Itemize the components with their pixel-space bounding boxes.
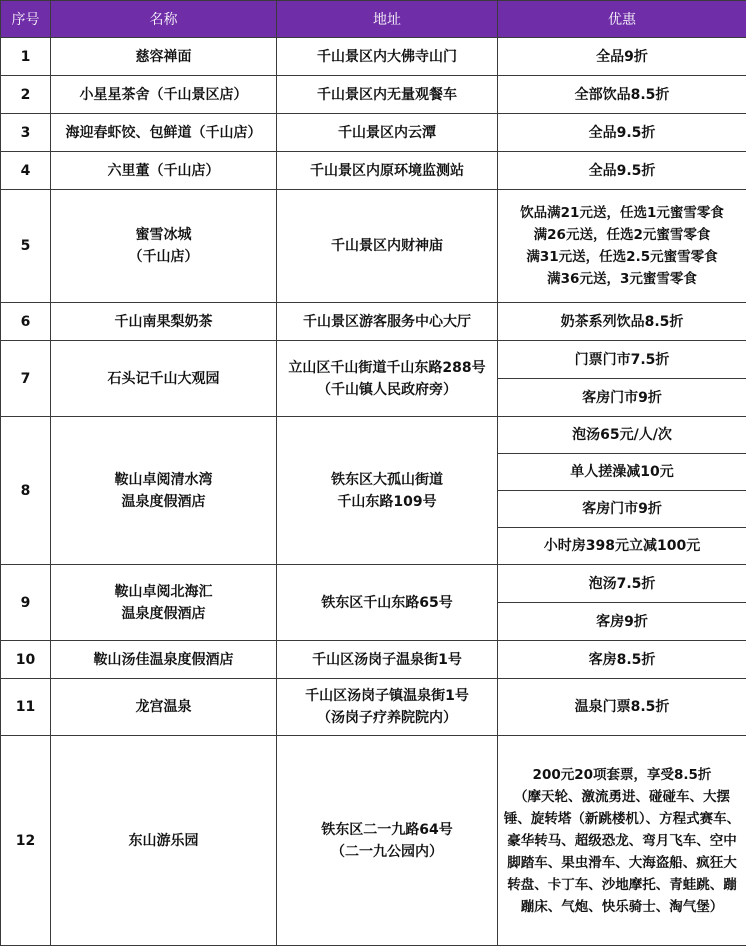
merchant-address: 千山景区游客服务中心大厅 (277, 303, 498, 341)
merchant-address: 千山景区内原环境监测站 (277, 152, 498, 190)
row-number: 12 (1, 736, 51, 946)
offer-cell: 小时房398元立减100元 (498, 528, 746, 565)
offer-cell: 温泉门票8.5折 (498, 679, 746, 736)
merchant-address: 千山区汤岗子镇温泉街1号 （汤岗子疗养院院内） (277, 679, 498, 736)
table-row (1, 114, 746, 152)
merchant-address: 千山景区内云潭 (277, 114, 498, 152)
offer-cell: 全品9.5折 (498, 114, 746, 152)
offer-cell: 客房门市9折 (498, 491, 746, 528)
offer-cell: 饮品满21元送，任选1元蜜雪零食 满26元送，任选2元蜜雪零食 满31元送，任选2.5元蜜雪零食 满36元送，3元蜜雪零食 (498, 190, 746, 303)
header-no: 序号 (1, 1, 51, 38)
header-name: 名称 (51, 1, 277, 38)
offer-cell: 泡汤65元/人/次 (498, 417, 746, 454)
offer-cell: 全品9折 (498, 38, 746, 76)
merchant-name: 石头记千山大观园 (51, 341, 277, 417)
row-number: 4 (1, 152, 51, 190)
row-number: 6 (1, 303, 51, 341)
table-row (1, 190, 746, 303)
table-header-row (1, 1, 746, 38)
offer-cell: 客房门市9折 (498, 379, 746, 417)
offer-cell: 客房9折 (498, 603, 746, 641)
offer-cell: 全品9.5折 (498, 152, 746, 190)
merchant-address: 铁东区千山东路65号 (277, 565, 498, 641)
offer-cell: 200元20项套票，享受8.5折 （摩天轮、激流勇进、碰碰车、大摆锤、旋转塔（新跳楼机）、方程式赛车、豪华转马、超级恐龙、弯月飞车、空中脚踏车、果虫滑车、大海盗船、疯狂大转盘、卡丁车、沙地摩托、青蛙跳、蹦蹦床、气炮、快乐骑士、淘气堡） (498, 736, 746, 946)
row-number: 1 (1, 38, 51, 76)
row-number: 11 (1, 679, 51, 736)
merchant-address: 铁东区二一九路64号 （二一九公园内） (277, 736, 498, 946)
offer-cell: 奶茶系列饮品8.5折 (498, 303, 746, 341)
offer-cell: 客房8.5折 (498, 641, 746, 679)
offer-cell: 单人搓澡减10元 (498, 454, 746, 491)
row-number: 2 (1, 76, 51, 114)
merchant-address: 千山区汤岗子温泉街1号 (277, 641, 498, 679)
table-row (1, 679, 746, 736)
row-number: 8 (1, 417, 51, 565)
table-row (1, 76, 746, 114)
row-number: 10 (1, 641, 51, 679)
row-number: 9 (1, 565, 51, 641)
merchant-name: 龙宫温泉 (51, 679, 277, 736)
merchant-address: 千山景区内大佛寺山门 (277, 38, 498, 76)
offer-cell: 门票门市7.5折 (498, 341, 746, 379)
row-number: 3 (1, 114, 51, 152)
merchant-name: 鞍山汤佳温泉度假酒店 (51, 641, 277, 679)
header-address: 地址 (277, 1, 498, 38)
merchant-name: 慈容禅面 (51, 38, 277, 76)
merchant-address: 千山景区内财神庙 (277, 190, 498, 303)
merchant-address: 铁东区大孤山街道 千山东路109号 (277, 417, 498, 565)
table-row (1, 565, 746, 603)
table-row (1, 38, 746, 76)
offer-cell: 全部饮品8.5折 (498, 76, 746, 114)
table-row (1, 417, 746, 454)
merchant-name: 六里董（千山店） (51, 152, 277, 190)
table-row (1, 641, 746, 679)
row-number: 5 (1, 190, 51, 303)
table-row (1, 736, 746, 946)
merchant-name: 千山南果梨奶茶 (51, 303, 277, 341)
table-row (1, 152, 746, 190)
table-row (1, 341, 746, 379)
merchant-name: 鞍山卓阅清水湾 温泉度假酒店 (51, 417, 277, 565)
merchant-name: 小星星茶舍（千山景区店） (51, 76, 277, 114)
header-offer: 优惠 (498, 1, 746, 38)
merchant-address: 千山景区内无量观餐车 (277, 76, 498, 114)
offer-cell: 泡汤7.5折 (498, 565, 746, 603)
merchant-name: 鞍山卓阅北海汇 温泉度假酒店 (51, 565, 277, 641)
row-number: 7 (1, 341, 51, 417)
merchant-name: 蜜雪冰城 （千山店） (51, 190, 277, 303)
merchant-address: 立山区千山街道千山东路288号 （千山镇人民政府旁） (277, 341, 498, 417)
table-row (1, 303, 746, 341)
merchant-name: 海迎春虾饺、包鲜道（千山店） (51, 114, 277, 152)
merchant-name: 东山游乐园 (51, 736, 277, 946)
